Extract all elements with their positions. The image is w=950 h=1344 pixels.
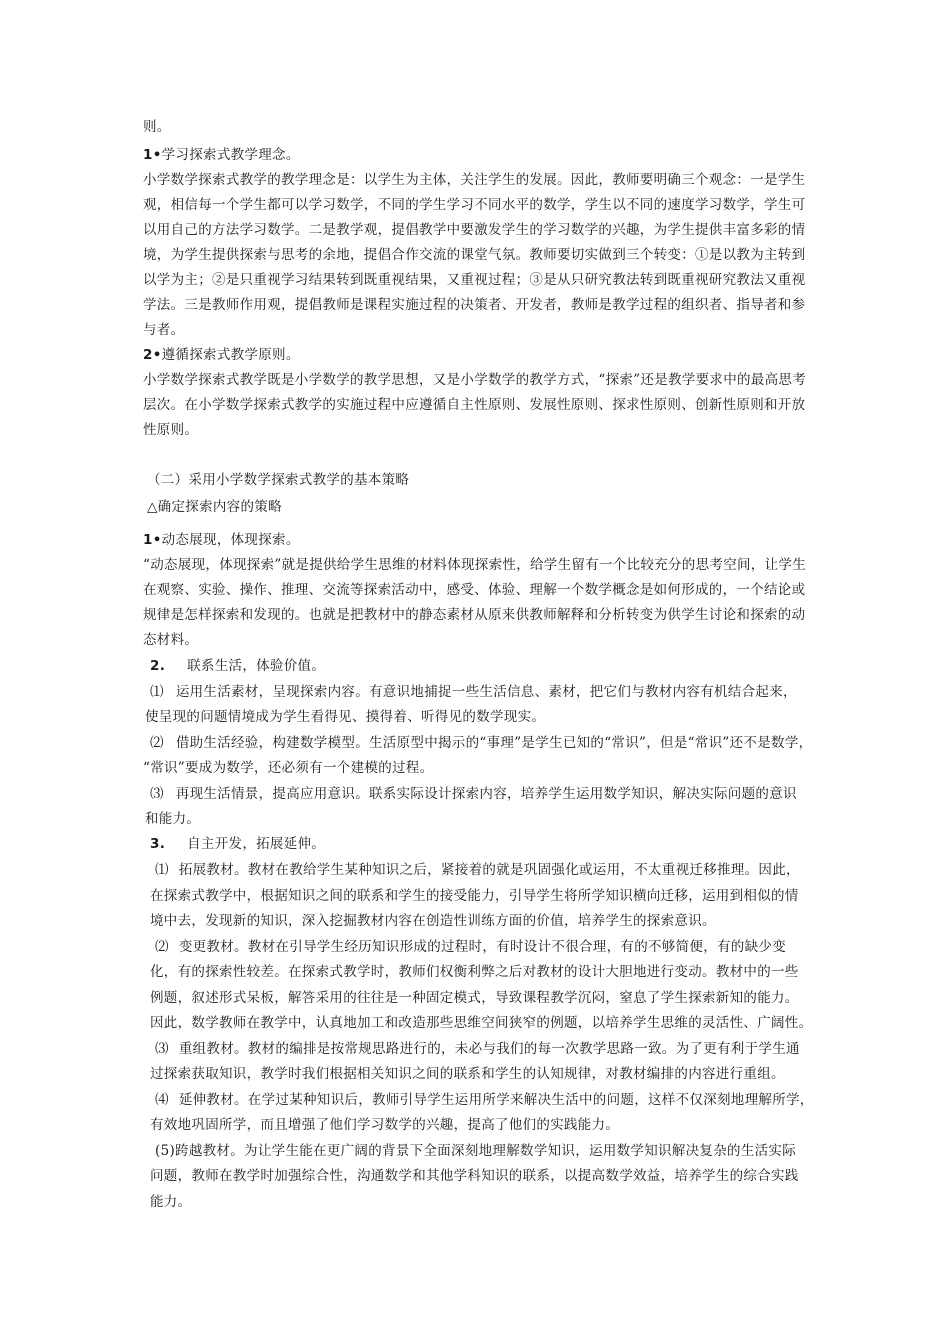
text-line: 境，为学生提供探索与思考的余地，提倡合作交流的课堂气氛。教师要切实做到三个转变：①是以教为主转到 [143,247,806,263]
text-line: 化，有的探索性较差。在探索式教学时，教师们权衡利弊之后对教材的设计大胆地进行变动。教材中的一些 [150,964,799,980]
list-item: ⑵ 借助生活经验，构建数学模型。生活原型中揭示的“事理”是学生已知的“常识”，但是“常识”还不是数学， [150,735,813,751]
text-line: 观，相信每一个学生都可以学习数学，不同的学生学习不同水平的数学，学生以不同的速度学习数学，学生可 [143,197,806,213]
chapter-heading: （二）采用小学数学探索式教学的基本策略 [147,472,410,488]
text-line: 学法。三是教师作用观，提倡教师是课程实施过程的决策者、开发者，教师是教学过程的组织者、指导者和参 [143,297,806,313]
list-item: ⑵ 变更教材。教材在引导学生经历知识形成的过程时，有时设计不很合理，有的不够简便，有的缺少变 [155,939,787,955]
text-line: 使呈现的问题情境成为学生看得见、摸得着、听得见的数学现实。 [145,709,546,725]
text-line: 小学数学探索式教学的教学理念是：以学生为主体，关注学生的发展。因此，教师要明确三个观念：一是学生 [143,172,806,188]
list-item: (5)跨越教材。为让学生能在更广阔的背景下全面深刻地理解数学知识，运用数学知识解决复杂的生活实际 [155,1143,797,1159]
text-line: 规律是怎样探索和发现的。也就是把教材中的静态素材从原来供教师解释和分析转变为供学生讨论和探索的动 [143,607,806,623]
list-item: ⑴ 拓展教材。教材在教给学生某种知识之后，紧接着的就是巩固强化或运用，不太重视迁移推理。因此， [155,862,800,878]
text-line: 问题，教师在教学时加强综合性，沟通数学和其他学科知识的联系，以提高数学效益，培养学生的综合实践 [150,1168,799,1184]
text-line: 能力。 [150,1194,192,1210]
list-item: ⑴ 运用生活素材，呈现探索内容。有意识地捕捉一些生活信息、素材，把它们与教材内容有机结合起来， [150,684,797,700]
text-line: 态材料。 [143,632,199,648]
text-line: 小学数学探索式教学既是小学数学的教学思想，又是小学数学的教学方式，“探索”还是教学要求中的最高思考 [143,372,807,388]
text-line: “常识”要成为数学，还必须有一个建模的过程。 [143,760,434,776]
section-number: 1• [143,147,162,163]
list-item: ⑶ 重组教材。教材的编排是按常规思路进行的，未必与我们的每一次教学思路一致。为了更有利于学生通 [155,1041,800,1057]
sub-heading: △确定探索内容的策略 [147,499,282,515]
section-heading-2: 2•遵循探索式教学原则。 [143,347,300,363]
text-line: 例题，叙述形式呆板，解答采用的往往是一种固定模式，导致课程教学沉闷，窒息了学生探索新知的能力。 [150,990,799,1006]
text-line: “动态展现，体现探索”就是提供给学生思维的材料体现探索性，给学生留有一个比较充分的思考空间，让学生 [143,557,807,573]
text-line: 在观察、实验、操作、推理、交流等探索活动中，感受、体验、理解一个数学概念是如何形成的，一个结论或 [143,582,806,598]
section-heading-4: 2. 联系生活，体验价值。 [150,658,326,674]
item-number: ⑵ [150,735,164,751]
item-number: ⑴ [150,684,164,700]
list-item: ⑷ 延伸教材。在学过某种知识后，教师引导学生运用所学来解决生活中的问题，这样不仅深刻地理解所学， [155,1092,814,1108]
section-number: 2. [150,658,166,674]
item-number: ⑶ [150,786,164,802]
section-number: 1• [143,532,162,548]
text-line: 以用自己的方法学习数学。二是教学观，提倡教学中要激发学生的学习数学的兴趣，为学生提供丰富多彩的情 [143,222,806,238]
item-number: ⑵ [155,939,169,955]
item-number: ⑶ [155,1041,169,1057]
text-line: 性原则。 [143,422,199,438]
text-line: 境中去，发现新的知识，深入挖掘教材内容在创造性训练方面的价值，培养学生的探索意识。 [150,913,716,929]
text-line: 层次。在小学数学探索式教学的实施过程中应遵循自主性原则、发展性原则、探求性原则、创新性原则和开放 [143,397,806,413]
text-line: 与者。 [143,322,185,338]
item-number: ⑴ [155,862,169,878]
text-line: 在探索式教学中，根据知识之间的联系和学生的接受能力，引导学生将所学知识横向迁移，运用到相似的情 [150,888,799,904]
text-line: 以学为主；②是只重视学习结果转到既重视结果，又重视过程；③是从只研究教法转到既重视研究教法又重视 [143,272,806,288]
text-line: 则。 [143,119,171,135]
section-heading-5: 3. 自主开发，拓展延伸。 [150,836,326,852]
section-number: 2• [143,347,162,363]
text-line: 和能力。 [145,811,201,827]
item-number: ⑷ [155,1092,169,1108]
list-item: ⑶ 再现生活情景，提高应用意识。联系实际设计探索内容，培养学生运用数学知识，解决实际问题的意识 [150,786,797,802]
section-number: 3. [150,836,166,852]
text-line: 过探索获取知识，教学时我们根据相关知识之间的联系和学生的认知规律，对教材编排的内容进行重组。 [150,1066,785,1082]
section-heading-1: 1•学习探索式教学理念。 [143,147,300,163]
text-line: 因此，数学教师在教学中，认真地加工和改造那些思维空间狭窄的例题，以培养学生思维的灵活性、广阔性。 [150,1015,813,1031]
text-line: 有效地巩固所学，而且增强了他们学习数学的兴趣，提高了他们的实践能力。 [150,1117,620,1133]
section-heading-3: 1•动态展现，体现探索。 [143,532,300,548]
